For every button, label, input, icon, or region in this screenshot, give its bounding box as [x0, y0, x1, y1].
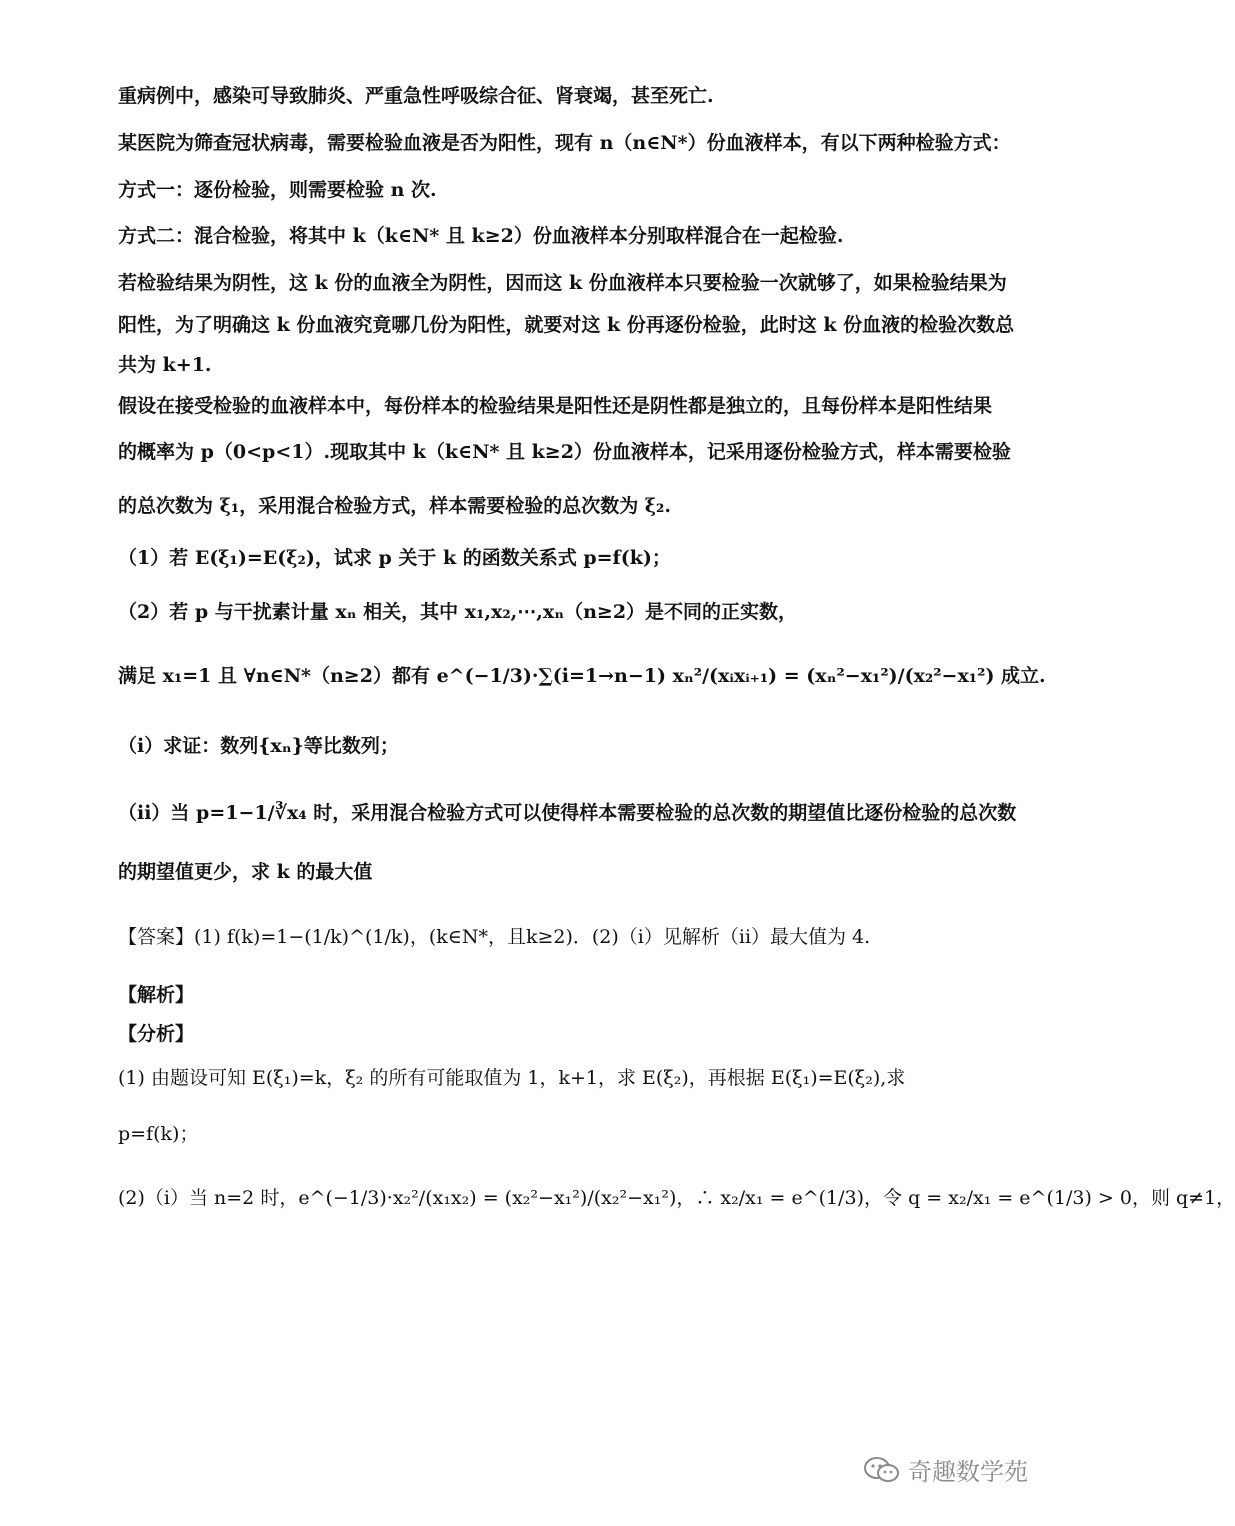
watermark-text: 奇趣数学苑 [908, 1458, 1028, 1486]
analysis-line-1: (1) 由题设可知 E(ξ₁)=k，ξ₂ 的所有可能取值为 1，k+1，求 E(ξ₂)，再根据 E(ξ₁)=E(ξ₂),求 [118, 1067, 906, 1089]
watermark [862, 1452, 1028, 1487]
analysis-heading: 【解析】 [118, 984, 195, 1006]
text-line-4: 方式二：混合检验，将其中 k（k∈N* 且 k≥2）份血液样本分别取样混合在一起检验. [118, 225, 844, 247]
question-1: （1）若 E(ξ₁)=E(ξ₂)，试求 p 关于 k 的函数关系式 p=f(k)； [118, 547, 671, 569]
analysis-subheading: 【分析】 [118, 1023, 195, 1045]
wechat-icon [862, 1455, 902, 1485]
answer-line: 【答案】(1) f(k)=1−(1/k)^(1/k)，(k∈N*，且k≥2)．(2)（i）见解析（ii）最大值为 4. [118, 926, 871, 948]
question-2-ii: （ii）当 p=1−1/∛x₄ 时，采用混合检验方式可以使得样本需要检验的总次数的期望值比逐份检验的总次数 [118, 802, 1017, 824]
question-2-i: （i）求证：数列{xₙ}等比数列； [118, 735, 399, 757]
text-line-6: 阳性，为了明确这 k 份血液究竟哪几份为阳性，就要对这 k 份再逐份检验，此时这 k 份血液的检验次数总 [118, 314, 1015, 336]
text-line-1: 重病例中，感染可导致肺炎、严重急性呼吸综合征、肾衰竭，甚至死亡. [118, 85, 714, 107]
question-2-ii-cont: 的期望值更少，求 k 的最大值 [118, 861, 373, 883]
text-line-8: 假设在接受检验的血液样本中，每份样本的检验结果是阳性还是阴性都是独立的，且每份样本是阳性结果 [118, 395, 993, 417]
text-line-7: 共为 k+1. [118, 354, 212, 376]
text-line-9: 的概率为 p（0<p<1）.现取其中 k（k∈N* 且 k≥2）份血液样本，记采用逐份检验方式，样本需要检验 [118, 441, 1011, 463]
question-2: （2）若 p 与干扰素计量 xₙ 相关，其中 x₁,x₂,⋯,xₙ（n≥2）是不同的正实数， [118, 601, 798, 623]
text-line-5: 若检验结果为阴性，这 k 份的血液全为阴性，因而这 k 份血液样本只要检验一次就够了，如果检验结果为 [118, 272, 1007, 294]
analysis-line-2: p=f(k)； [118, 1123, 199, 1145]
analysis-line-3: (2)（i）当 n=2 时，e^(−1/3)·x₂²/(x₁x₂) = (x₂²−x₁²)/(x₂²−x₁²)，∴ x₂/x₁ = e^(1/3)，令 q = x₂/x₁ = e^(1/3) > 0，则 q≠1， [118, 1187, 1235, 1209]
text-line-2: 某医院为筛查冠状病毒，需要检验血液是否为阳性，现有 n（n∈N*）份血液样本，有以下两种检验方式： [118, 132, 1011, 154]
text-line-10: 的总次数为 ξ₁，采用混合检验方式，样本需要检验的总次数为 ξ₂. [118, 495, 671, 517]
text-line-3: 方式一：逐份检验，则需要检验 n 次. [118, 179, 437, 201]
question-2-condition: 满足 x₁=1 且 ∀n∈N*（n≥2）都有 e^(−1/3)·∑(i=1→n−1) xₙ²/(xᵢxᵢ₊₁) = (xₙ²−x₁²)/(x₂²−x₁²) 成立. [118, 665, 1046, 687]
